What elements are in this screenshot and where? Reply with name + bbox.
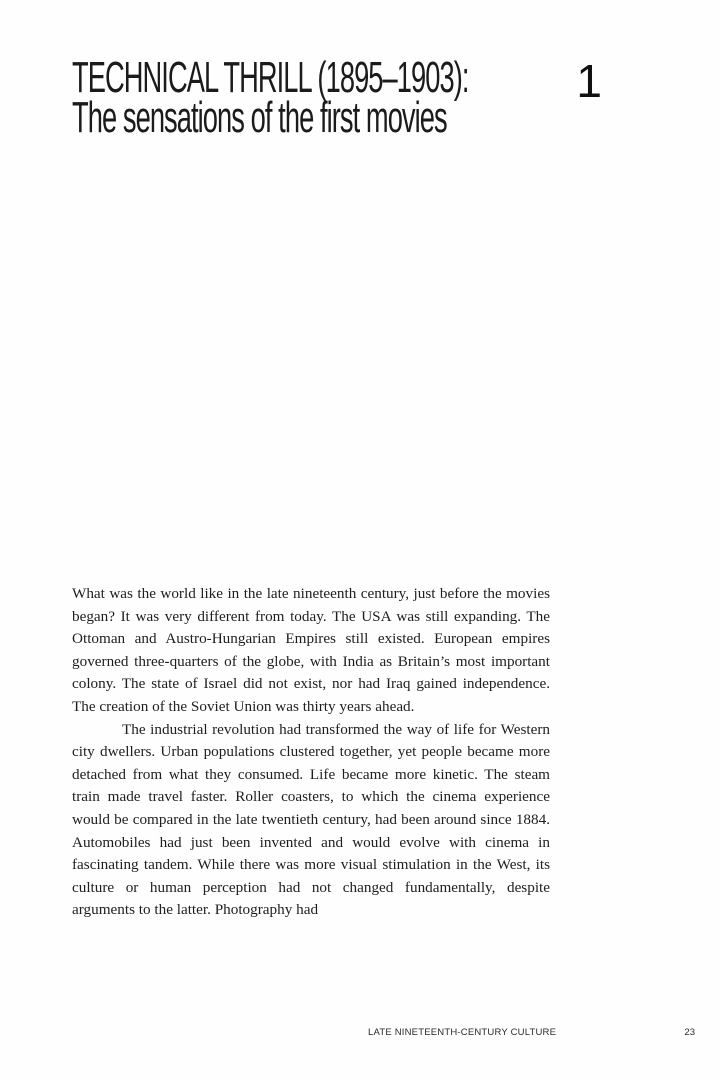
chapter-title (72, 53, 492, 142)
running-head: LATE NINETEENTH-CENTURY CULTURE (368, 1027, 557, 1038)
page-number: 23 (684, 1027, 695, 1038)
body-text (72, 583, 550, 922)
paragraph: The industrial revolution had transformed the way of life for Western city dwellers. Urban populations clustered together, yet people became more detached from what they consumed. Life became more kinetic. The steam train made travel faster. Roller coasters, to which the cinema experience would be compared in the late twentieth century, had been around since 1884. Automobiles had just been invented and would evolve with cinema in fascinating tandem. While there was more visual stimulation in the West, its culture or human perception had not changed fundamentally, despite arguments to the latter. Photography had (72, 720, 550, 919)
chapter-number: 1 (576, 55, 602, 107)
chapter-title-line-2: The sensations of the first movies (72, 93, 447, 142)
paragraph: What was the world like in the late nineteenth century, just before the movies began? It was very different from today. The USA was still expanding. The Ottoman and Austro-Hungarian Empires still existed. European empires governed three-quarters of the globe, with India as Britain’s most important colony. The state of Israel did not exist, nor had Iraq gained independence. The creation of the Soviet Union was thirty years ahead. (72, 585, 550, 715)
chapter-title-line-1: TECHNICAL THRILL (1895–1903): (72, 53, 469, 102)
